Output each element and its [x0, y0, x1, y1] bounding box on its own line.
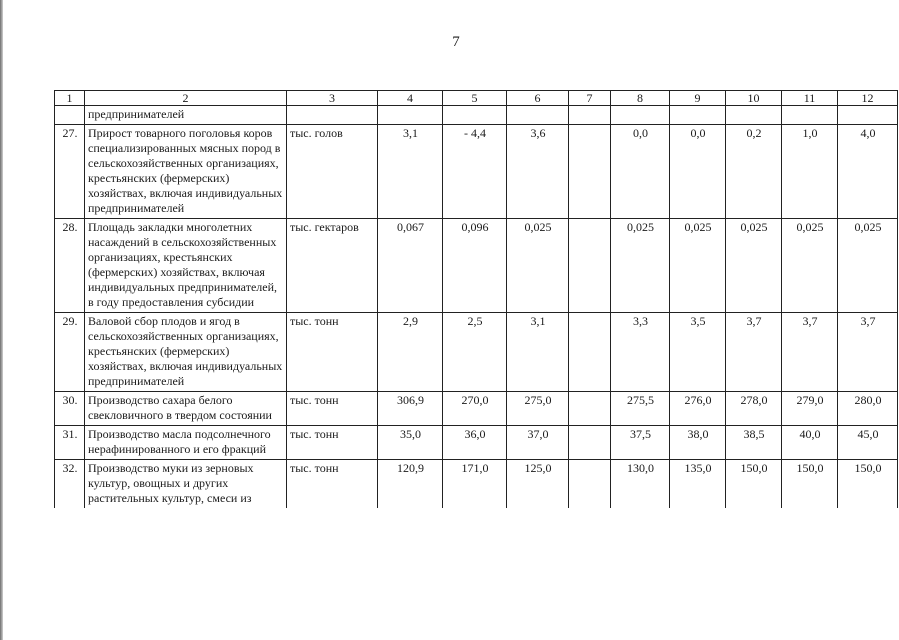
value-cell: 0,096 [443, 219, 507, 313]
value-cell: 306,9 [378, 392, 443, 426]
value-cell: 35,0 [378, 426, 443, 460]
value-cell: 130,0 [611, 460, 670, 509]
value-cell: 0,025 [611, 219, 670, 313]
value-cell: 279,0 [782, 392, 838, 426]
value-cell [569, 219, 611, 313]
unit: тыс. тонн [287, 426, 378, 460]
column-number: 5 [443, 91, 507, 106]
indicator-name: Производство муки из зерновых культур, овощных и других растительных культур, смеси из [85, 460, 287, 509]
column-number: 12 [838, 91, 898, 106]
value-cell: 2,5 [443, 313, 507, 392]
value-cell: 1,0 [782, 125, 838, 219]
value-cell: - 4,4 [443, 125, 507, 219]
value-cell: 150,0 [782, 460, 838, 509]
value-cell: 0,025 [726, 219, 782, 313]
value-cell: 36,0 [443, 426, 507, 460]
unit: тыс. тонн [287, 460, 378, 509]
column-number: 3 [287, 91, 378, 106]
value-cell: 3,7 [838, 313, 898, 392]
column-number: 1 [55, 91, 85, 106]
scan-edge [0, 0, 3, 640]
row-number: 30. [55, 392, 85, 426]
value-cell: 3,1 [378, 125, 443, 219]
table-row [55, 313, 898, 392]
row-number: 31. [55, 426, 85, 460]
value-cell: 45,0 [838, 426, 898, 460]
value-cell: 276,0 [670, 392, 726, 426]
table-row [55, 392, 898, 426]
value-cell [569, 392, 611, 426]
value-cell: 135,0 [670, 460, 726, 509]
column-number-row [55, 91, 898, 106]
value-cell: 270,0 [443, 392, 507, 426]
value-cell: 0,067 [378, 219, 443, 313]
value-cell: 275,0 [507, 392, 569, 426]
value-cell [569, 460, 611, 509]
table-row [55, 125, 898, 219]
column-number: 10 [726, 91, 782, 106]
value-cell: 3,6 [507, 125, 569, 219]
row-number: 29. [55, 313, 85, 392]
value-cell: 150,0 [726, 460, 782, 509]
value-cell: 37,0 [507, 426, 569, 460]
row-number: 27. [55, 125, 85, 219]
column-number: 11 [782, 91, 838, 106]
table-row [55, 219, 898, 313]
indicator-name: Валовой сбор плодов и ягод в сельскохозяйственных организациях, крестьянских (фермерских) хозяйствах, включая индивидуальных предпринимателей [85, 313, 287, 392]
value-cell: 0,025 [670, 219, 726, 313]
value-cell: 278,0 [726, 392, 782, 426]
value-cell: 120,9 [378, 460, 443, 509]
page-number: 7 [452, 34, 460, 50]
row-number: 32. [55, 460, 85, 509]
indicator-name: Производство масла подсолнечного нерафинированного и его фракций [85, 426, 287, 460]
value-cell [569, 313, 611, 392]
value-cell: 280,0 [838, 392, 898, 426]
value-cell: 38,5 [726, 426, 782, 460]
table-row [55, 426, 898, 460]
value-cell: 0,025 [782, 219, 838, 313]
value-cell: 3,7 [782, 313, 838, 392]
indicator-name: Прирост товарного поголовья коров специализированных мясных пород в сельскохозяйственных организациях, крестьянских (фермерских) хозяйствах, включая индивидуальных предпринимателей [85, 125, 287, 219]
row-number: 28. [55, 219, 85, 313]
unit: тыс. голов [287, 125, 378, 219]
unit: тыс. тонн [287, 313, 378, 392]
continuation-row [55, 106, 898, 125]
continuation-text: предпринимателей [85, 106, 287, 125]
value-cell: 3,5 [670, 313, 726, 392]
value-cell: 40,0 [782, 426, 838, 460]
value-cell: 125,0 [507, 460, 569, 509]
column-number: 7 [569, 91, 611, 106]
indicators-table [54, 90, 898, 508]
value-cell: 0,025 [838, 219, 898, 313]
value-cell: 37,5 [611, 426, 670, 460]
value-cell: 171,0 [443, 460, 507, 509]
value-cell: 38,0 [670, 426, 726, 460]
value-cell: 4,0 [838, 125, 898, 219]
column-number: 8 [611, 91, 670, 106]
unit: тыс. гектаров [287, 219, 378, 313]
table-row [55, 460, 898, 509]
value-cell: 3,7 [726, 313, 782, 392]
value-cell: 2,9 [378, 313, 443, 392]
value-cell: 0,0 [670, 125, 726, 219]
value-cell: 3,3 [611, 313, 670, 392]
value-cell: 0,0 [611, 125, 670, 219]
column-number: 4 [378, 91, 443, 106]
value-cell [569, 426, 611, 460]
indicator-name: Производство сахара белого свекловичного в твердом состоянии [85, 392, 287, 426]
column-number: 6 [507, 91, 569, 106]
value-cell: 3,1 [507, 313, 569, 392]
value-cell [569, 125, 611, 219]
value-cell: 0,2 [726, 125, 782, 219]
value-cell: 0,025 [507, 219, 569, 313]
value-cell: 275,5 [611, 392, 670, 426]
column-number: 2 [85, 91, 287, 106]
value-cell: 150,0 [838, 460, 898, 509]
column-number: 9 [670, 91, 726, 106]
unit: тыс. тонн [287, 392, 378, 426]
indicator-name: Площадь закладки многолетних насаждений в сельскохозяйственных организациях, крестьянских (фермерских) хозяйствах, включая индивидуальных предпринимателей, в году предоставления субсидии [85, 219, 287, 313]
